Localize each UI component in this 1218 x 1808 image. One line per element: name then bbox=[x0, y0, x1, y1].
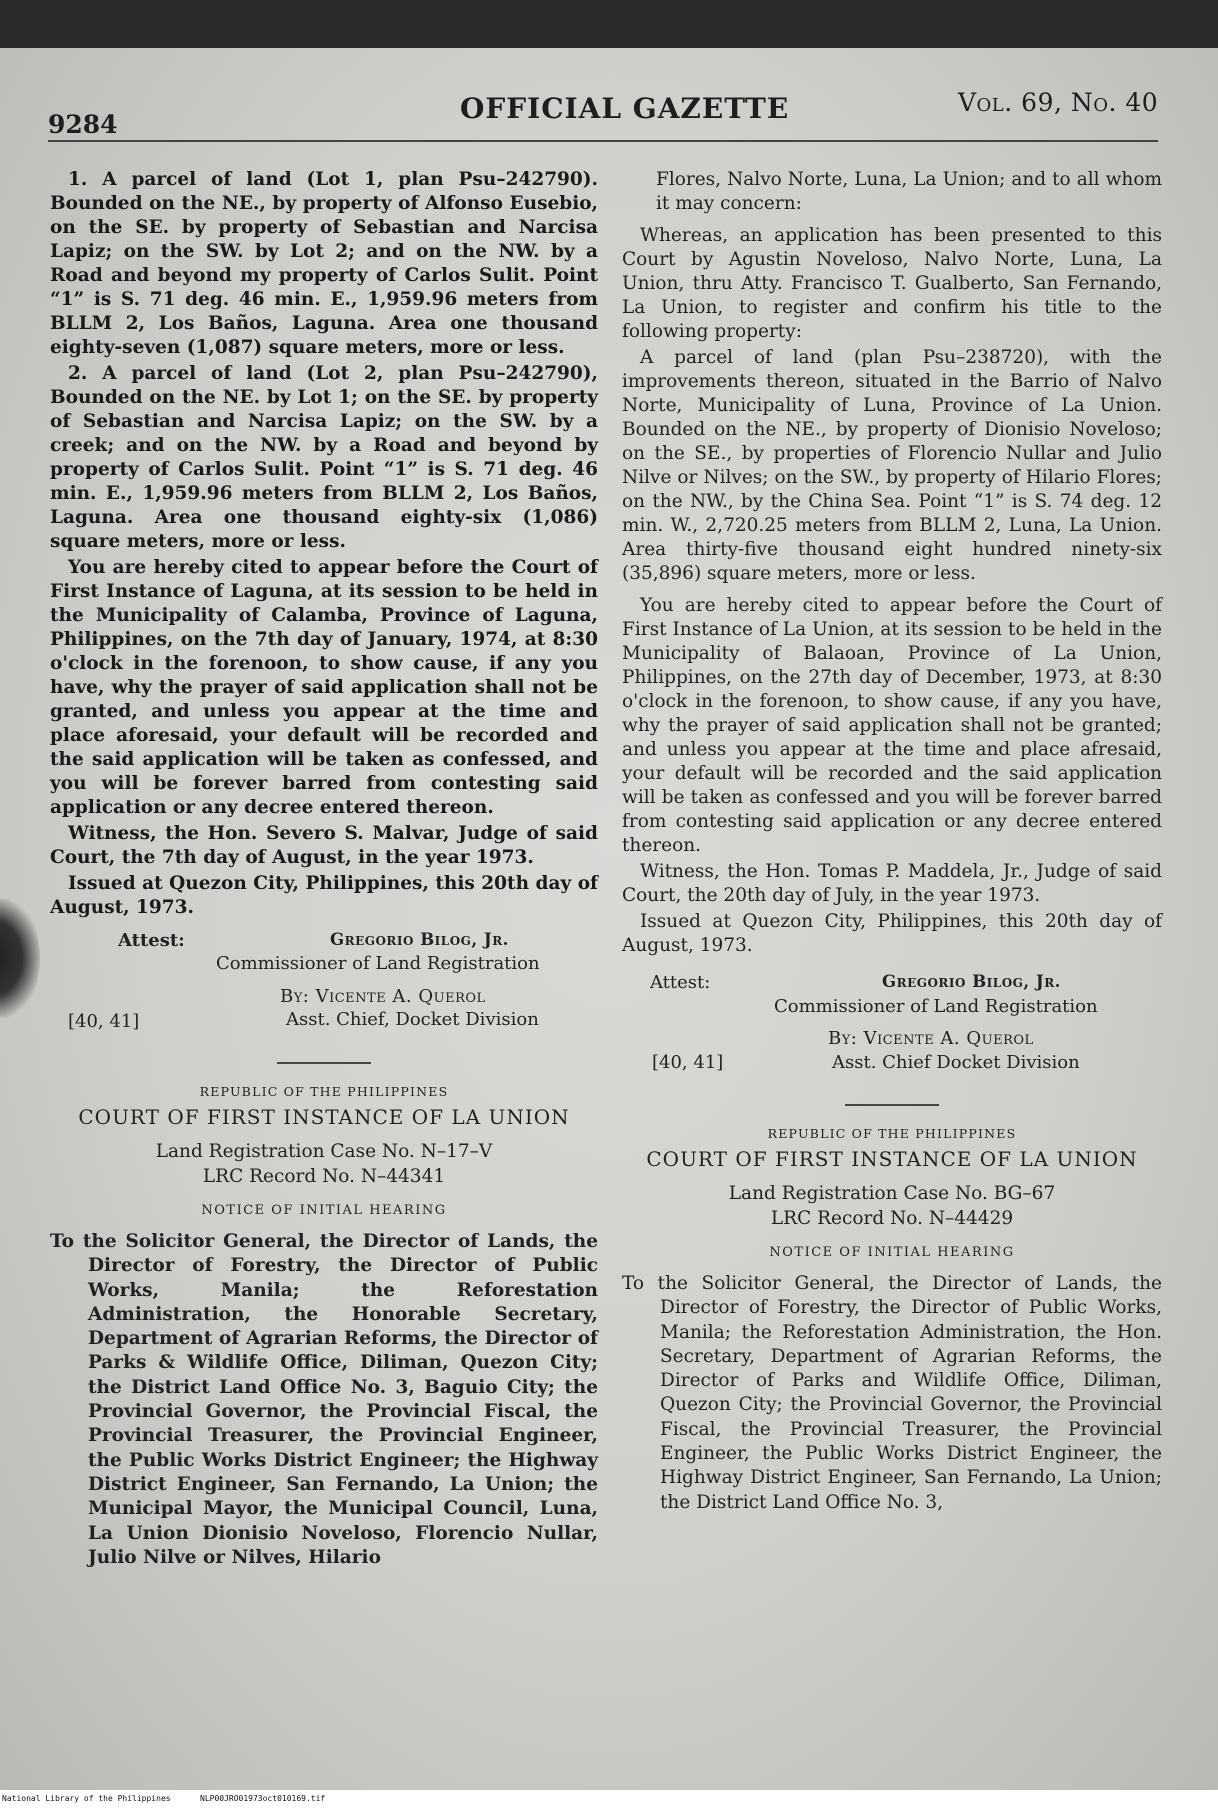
signer-name-right: By: Vicente A. Querol bbox=[828, 1028, 1034, 1049]
case-number: Land Registration Case No. N–17–V bbox=[155, 1141, 493, 1162]
witness-paragraph-right: Witness, the Hon. Tomas P. Maddela, Jr., Judge of said Court, the 20th day of July, in the year 1973. bbox=[622, 861, 1162, 906]
commissioner-name-right: Gregorio Bilog, Jr. bbox=[882, 972, 1061, 991]
court-heading: COURT OF FIRST INSTANCE OF LA UNION bbox=[78, 1105, 570, 1129]
parcel-1: 1. A parcel of land (Lot 1, plan Psu–242790). Bounded on the NE., by property of Alfonso Eusebio, on the SE. by property of Sebastian and Narcisa Lapiz; on the SW. by Lot 2; and on the NW. by a Road and beyond my property of Carlos Sulit. Point “1” is S. 71 deg. 46 min. E., 1,959.96 meters from BLLM 2, Los Baños, Laguna. Area one thousand eighty-seven (1,087) square meters, more or less. bbox=[50, 169, 598, 358]
section-divider bbox=[277, 1062, 371, 1064]
issue-bracket: [40, 41] bbox=[68, 1011, 140, 1032]
attest-label-right: Attest: bbox=[650, 972, 711, 993]
citation-paragraph-right: You are hereby cited to appear before the Court of First Instance of La Union, at its session to be held in the Municipality of Balaoan, Province of La Union, Philippines, on the 27th day of December, 1973, at 8:30 o'clock in the forenoon, to show cause, if any you have, why the prayer of said application shall not be granted; and unless you appear at the time and place afresaid, your default will be recorded and the said application will be taken as confessed and you will be forever barred from contesting said application or any decree entered thereon. bbox=[622, 595, 1162, 856]
attest-block-right bbox=[622, 966, 1162, 1082]
signer-name: By: Vicente A. Querol bbox=[280, 986, 486, 1007]
commissioner-title: Commissioner of Land Registration bbox=[216, 953, 540, 974]
notice-heading: NOTICE OF INITIAL HEARING bbox=[201, 1203, 447, 1218]
scanned-page bbox=[0, 48, 1218, 1790]
issued-paragraph: Issued at Quezon City, Philippines, this 20th day of August, 1973. bbox=[50, 873, 598, 918]
attest-block bbox=[50, 928, 598, 1040]
signer-title-right: Asst. Chief Docket Division bbox=[832, 1052, 1080, 1073]
record-number: LRC Record No. N–44341 bbox=[202, 1166, 446, 1187]
library-label: National Library of the Philippines bbox=[2, 1794, 171, 1803]
witness-paragraph: Witness, the Hon. Severo S. Malvar, Judge of said Court, the 7th day of August, in the year 1973. bbox=[50, 823, 598, 868]
parcel-2: 2. A parcel of land (Lot 2, plan Psu–242790), Bounded on the NE. by Lot 1; on the SE. by property of Sebastian and Narcisa Lapiz; on the SW. by a creek; and on the NW. by a Road and beyond by property of Carlos Sulit. Point “1” is S. 71 deg. 46 min. E., 1,959.96 meters from BLLM 2, Los Baños, Laguna. Area one thousand eighty-six (1,086) square meters, more or less. bbox=[50, 363, 598, 552]
signer-title: Asst. Chief, Docket Division bbox=[286, 1009, 539, 1030]
court-heading-right: COURT OF FIRST INSTANCE OF LA UNION bbox=[646, 1147, 1138, 1171]
commissioner-title-right: Commissioner of Land Registration bbox=[774, 996, 1098, 1017]
republic-heading-right: REPUBLIC OF THE PHILIPPINES bbox=[767, 1126, 1017, 1141]
volume-number: Vol. 69, No. 40 bbox=[958, 88, 1159, 117]
republic-heading: REPUBLIC OF THE PHILIPPINES bbox=[199, 1084, 449, 1099]
issued-paragraph-right: Issued at Quezon City, Philippines, this 20th day of August, 1973. bbox=[622, 911, 1162, 956]
addressee-continuation: Flores, Nalvo Norte, Luna, La Union; and to all whom it may concern: bbox=[656, 169, 1162, 214]
notice-heading-right: NOTICE OF INITIAL HEARING bbox=[769, 1245, 1015, 1260]
page-number: 9284 bbox=[48, 110, 118, 139]
right-column bbox=[622, 168, 1162, 1515]
left-column bbox=[50, 168, 598, 1570]
attest-label: Attest: bbox=[118, 930, 185, 951]
whereas-paragraph: Whereas, an application has been presented to this Court by Agustin Noveloso, Nalvo Norte, Luna, La Union, thru Atty. Francisco T. Gualberto, San Fernando, La Union, to register and confirm his title to the following property: bbox=[622, 225, 1162, 342]
citation-paragraph: You are hereby cited to appear before the Court of First Instance of Laguna, at its session to be held in the Municipality of Calamba, Province of Laguna, Philippines, on the 7th day of January, 1974, at 8:30 o'clock in the forenoon, to show cause, if any you have, why the prayer of said application shall not be granted, and unless you appear at the time and place aforesaid, your default will be recorded and the said application will be taken as confessed, and you will be forever barred from contesting said application or any decree entered thereon. bbox=[50, 557, 598, 818]
addressee-list: To the Solicitor General, the Director of Lands, the Director of Forestry, the Director of Public Works, Manila; the Reforestation Administration, the Honorable Secretary, Department of Agrarian Reforms, the Director of Parks & Wildlife Office, Diliman, Quezon City; the District Land Office No. 3, Baguio City; the Provincial Governor, the Provincial Fiscal, the Provincial Treasurer, the Provincial Engineer, the Public Works District Engineer; the Highway District Engineer, San Fernando, La Union; the Municipal Mayor, the Municipal Council, Luna, La Union Dionisio Noveloso, Florencio Nullar, Julio Nilve or Nilves, Hilario bbox=[50, 1231, 598, 1568]
file-label: NLP00JRO01973oct010169.tif bbox=[200, 1794, 326, 1803]
commissioner-name: Gregorio Bilog, Jr. bbox=[330, 930, 509, 949]
section-divider-right bbox=[845, 1104, 939, 1106]
case-number-right: Land Registration Case No. BG–67 bbox=[728, 1183, 1056, 1204]
gazette-title: OFFICIAL GAZETTE bbox=[460, 92, 790, 125]
record-number-right: LRC Record No. N–44429 bbox=[770, 1208, 1014, 1229]
issue-bracket-right: [40, 41] bbox=[652, 1052, 724, 1073]
addressee-list-right: To the Solicitor General, the Director of Lands, the Director of Forestry, the Director of Public Works, Manila; the Reforestation Administration, the Hon. Secretary, Department of Agrarian Reforms, the Director of Parks and Wildlife Office, Diliman, Quezon City; the Provincial Governor, the Provincial Fiscal, the Provincial Treasurer, the Provincial Engineer, the Public Works District Engineer, the Highway District Engineer, San Fernando, La Union; the District Land Office No. 3, bbox=[622, 1273, 1162, 1513]
header-rule bbox=[48, 140, 1158, 142]
scan-shadow bbox=[0, 898, 40, 1018]
parcel-description: A parcel of land (plan Psu–238720), with the improvements thereon, situated in the Barrio of Nalvo Norte, Municipality of Luna, Province of La Union. Bounded on the NE., by property of Dionisio Noveloso; on the SE., by properties of Florencio Nullar and Julio Nilve or Nilves; on the SW., by property of Hilario Flores; on the NW., by the China Sea. Point “1” is S. 74 deg. 12 min. W., 2,720.25 meters from BLLM 2, Luna, La Union. Area thirty-five thousand eight hundred ninety-six (35,896) square meters, more or less. bbox=[622, 347, 1162, 584]
scan-footer bbox=[0, 1790, 1218, 1808]
